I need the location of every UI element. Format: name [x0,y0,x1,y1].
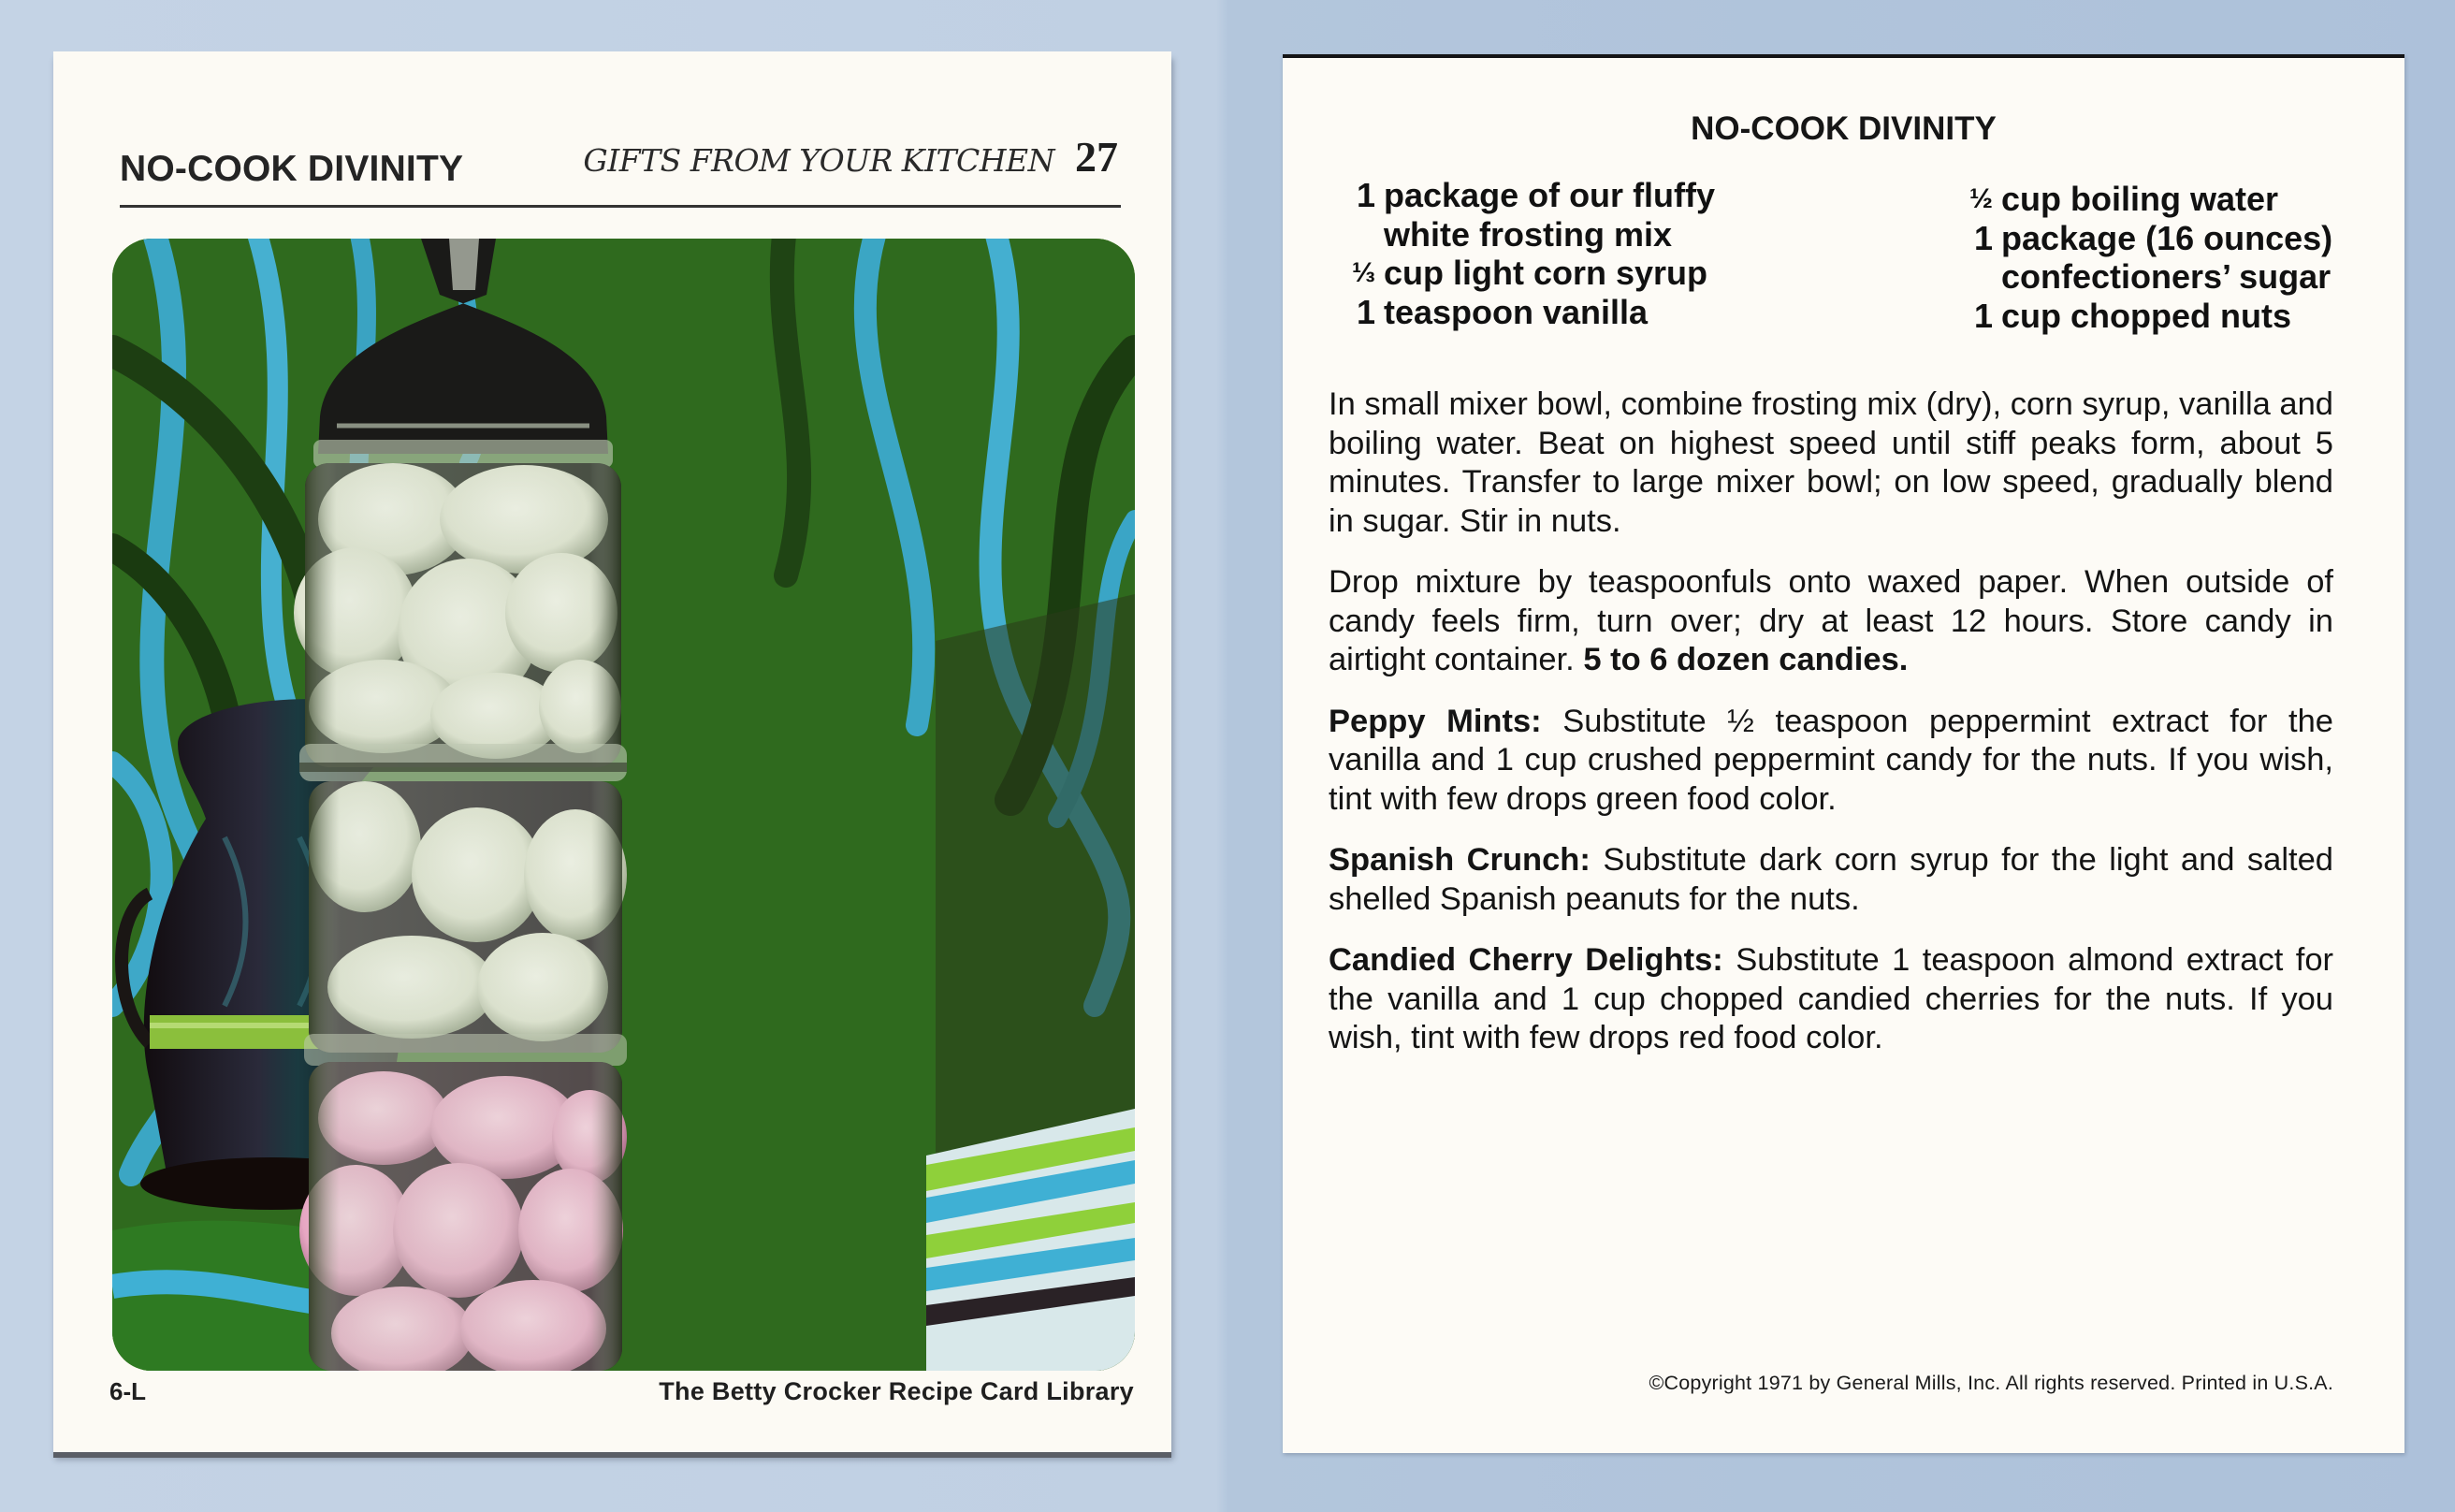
ingredient [1958,297,2332,336]
variation-text: Substitute ½ teaspoon peppermint extract for the vanilla and 1 cup crushed peppermint candy for the nuts. If you wish, tint with few drops green food color. [1329,703,2333,817]
ingredient-text: package of our fluffy [1384,176,1716,214]
ingredient-text: teaspoon vanilla [1384,292,1649,331]
variation-spanish-crunch [1329,841,2333,919]
ingredient [1341,293,1715,332]
variation-text: Substitute 1 teaspoon almond extract for the vanilla and 1 cup chopped candied cherries for the nuts. If you wish, tint with few drops red food color. [1329,942,2333,1055]
ingredient-qty: ½ [1968,183,1993,214]
series-number: 27 [1075,133,1118,181]
ingredient-text: confectioners’ sugar [2001,257,2332,296]
ingredient-text: cup chopped nuts [2001,296,2291,335]
ingredient-qty: 1 [1973,296,1993,335]
ingredients-left-column [1341,176,1715,331]
recipe-title: NO-COOK DIVINITY [120,149,464,189]
direction-text: Drop mixture by teaspoonfuls onto waxed paper. When outside of candy feels firm, turn over; dry at least 12 hours. Store candy in airtight container. [1329,564,2333,677]
direction-text: In small mixer bowl, combine frosting mix (dry), corn syrup, vanilla and boiling water. Beat on highest speed until stiff peaks form, about 5 minutes. Transfer to large mixer bowl; on low speed, gradually blend in sugar. Stir in nuts. [1329,386,2333,539]
ingredient-text: white frosting mix [1384,214,1673,254]
series-name: GIFTS FROM YOUR KITCHEN [583,142,1054,179]
ingredient-text: package (16 ounces) [2001,218,2333,257]
ingredient-qty: 1 [1356,292,1375,331]
directions [1329,385,2333,1081]
ingredient-text: cup boiling water [2001,180,2279,218]
recipe-card-back [1283,54,2404,1453]
variation-name: Spanish Crunch: [1329,842,1591,878]
recipe-card-front [53,51,1171,1452]
ingredient [1341,254,1715,293]
recipe-photo [112,239,1135,1371]
variation-name: Peppy Mints: [1329,703,1542,739]
variation-text: Substitute dark corn syrup for the light and salted shelled Spanish peanuts for the nuts. [1329,842,2333,917]
ingredient-continued [1341,215,1715,254]
library-name: The Betty Crocker Recipe Card Library [659,1377,1134,1405]
ingredient-qty: 1 [1973,218,1993,257]
recipe-title: NO-COOK DIVINITY [1691,110,1997,147]
ingredient [1958,180,2332,219]
ingredient-qty: 1 [1356,176,1375,214]
variation-name: Candied Cherry Delights: [1329,942,1723,978]
title-divider [120,205,1121,208]
ingredient-qty: ⅓ [1351,257,1375,288]
ingredient-continued [1958,257,2332,297]
direction-paragraph [1329,563,2333,680]
yield-text: 5 to 6 dozen candies. [1583,642,1909,677]
ingredients-right-column [1958,180,2332,335]
variation-candied-cherry-delights [1329,941,2333,1058]
ingredient [1341,176,1715,215]
variation-peppy-mints [1329,703,2333,820]
ingredient-text: cup light corn syrup [1384,254,1708,292]
copyright-notice: ©Copyright 1971 by General Mills, Inc. All rights reserved. Printed in U.S.A. [1649,1372,2333,1394]
card-code: 6-L [109,1377,146,1405]
series-header [583,132,1118,182]
ingredient [1958,219,2332,258]
direction-paragraph [1329,385,2333,541]
